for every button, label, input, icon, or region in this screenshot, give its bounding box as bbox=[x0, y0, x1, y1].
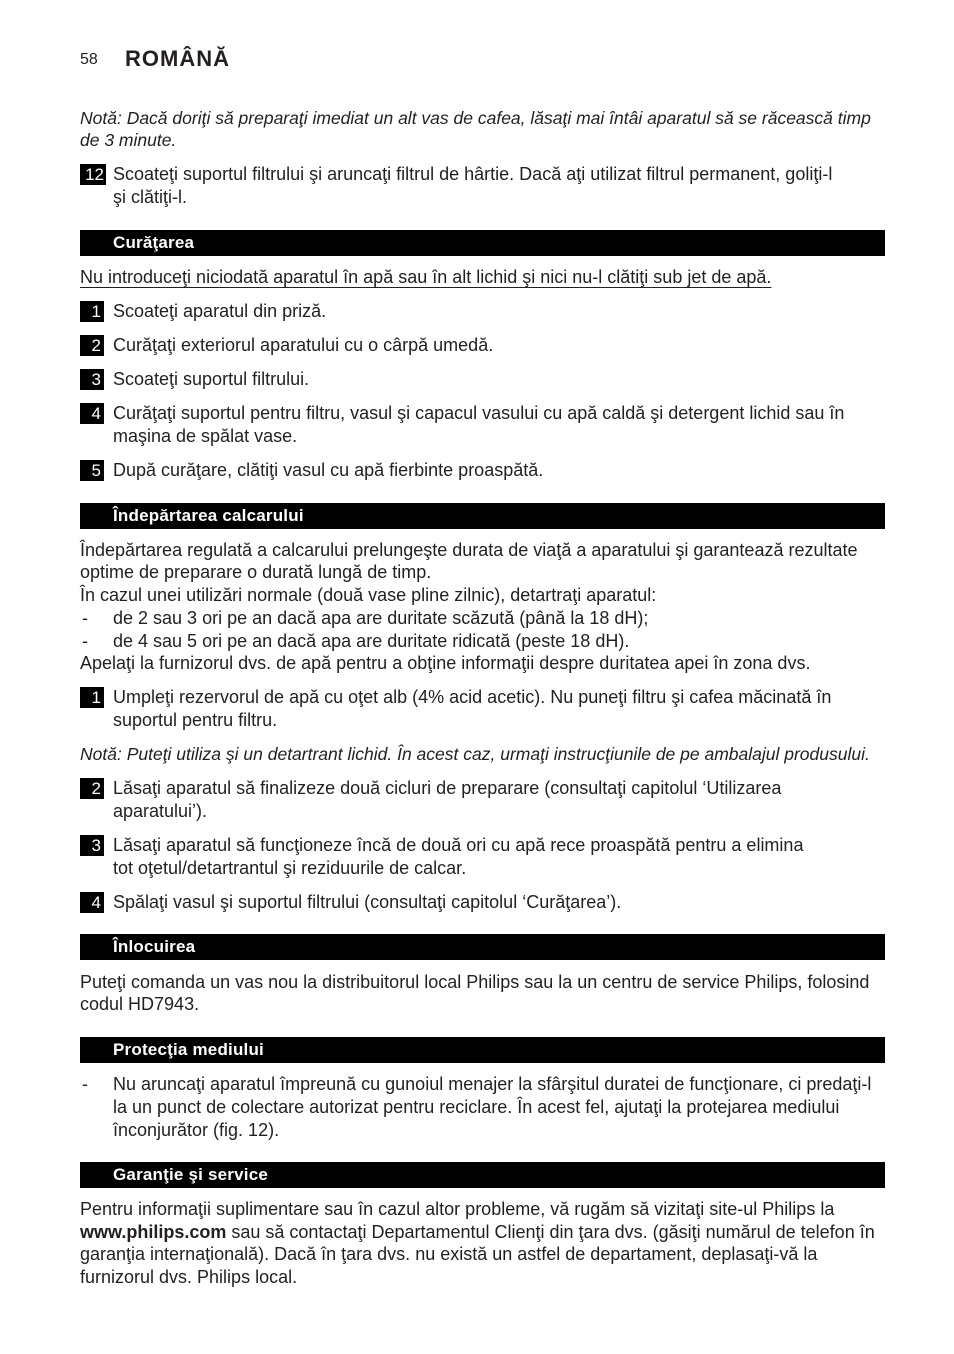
step-text-line: maşina de spălat vase. bbox=[113, 426, 298, 446]
bullet-dash: - bbox=[82, 1074, 88, 1094]
step-text-line: Scoateţi suportul filtrului şi aruncaţi filtrul de hârtie. Dacă aţi utilizat filtrul permanent, goliţi-l bbox=[113, 164, 833, 184]
paragraph-line: garanţia internaţională). Dacă în ţara dvs. nu există un astfel de departament, deplasaţi-vă la bbox=[80, 1244, 818, 1264]
bullet-dash: - bbox=[82, 608, 88, 628]
paragraph-text: sau să contactaţi Departamentul Clienţi din ţara dvs. (găsiţi numărul de telefon în bbox=[231, 1222, 875, 1242]
step-text-line: Curăţaţi suportul pentru filtru, vasul şi capacul vasului cu apă caldă şi detergent lichid sau în bbox=[113, 403, 845, 423]
philips-website-link[interactable]: www.philips.com bbox=[80, 1222, 227, 1242]
step-text-line: După curăţare, clătiţi vasul cu apă fierbinte proaspătă. bbox=[113, 460, 544, 480]
step-text-line: Scoateţi aparatul din priză. bbox=[113, 301, 327, 321]
step-text-line: Spălaţi vasul şi suportul filtrului (consultaţi capitolul ‘Curăţarea’). bbox=[113, 892, 622, 912]
step-text-line: şi clătiţi-l. bbox=[113, 187, 188, 207]
step-number-badge: 2 bbox=[80, 778, 104, 799]
bullet-text: de 2 sau 3 ori pe an dacă apa are duritate scăzută (până la 18 dH); bbox=[113, 608, 649, 628]
section-title: Îndepărtarea calcarului bbox=[113, 506, 304, 525]
step-text-line: tot oţetul/detartrantul şi reziduurile de calcar. bbox=[113, 858, 467, 878]
section-title: Garanţie şi service bbox=[113, 1165, 269, 1184]
paragraph-line bbox=[80, 1221, 875, 1243]
step-text-line: Lăsaţi aparatul să funcţioneze încă de două ori cu apă rece proaspătă pentru a elimina bbox=[113, 835, 804, 855]
section-title: Protecţia mediului bbox=[113, 1040, 264, 1059]
step-number-badge: 5 bbox=[80, 460, 104, 481]
section-header-replacement bbox=[80, 934, 885, 960]
bullet-text: de 4 sau 5 ori pe an dacă apa are duritate ridicată (peste 18 dH). bbox=[113, 631, 630, 651]
intro-note-line: de 3 minute. bbox=[80, 130, 177, 150]
paragraph-line: Apelaţi la furnizorul dvs. de apă pentru a obţine informaţii despre duritatea apei în zona dvs. bbox=[80, 653, 811, 673]
step-number-badge: 1 bbox=[80, 687, 104, 708]
bullet-dash: - bbox=[82, 631, 88, 651]
step-text-line: Lăsaţi aparatul să finalizeze două cicluri de preparare (consultaţi capitolul ‘Utilizarea bbox=[113, 778, 782, 798]
bullet-text: la un punct de colectare autorizat pentru reciclare. În acest fel, ajutaţi la protejarea mediului bbox=[113, 1097, 840, 1117]
bullet-text: înconjurător (fig. 12). bbox=[113, 1120, 280, 1140]
paragraph-line: Pentru informaţii suplimentare sau în cazul altor probleme, vă rugăm să vizitaţi site-ul Philips la bbox=[80, 1199, 835, 1219]
step-text-line: Scoateţi suportul filtrului. bbox=[113, 369, 310, 389]
page-number: 58 bbox=[80, 51, 98, 68]
step-number-badge: 4 bbox=[80, 892, 104, 913]
step-number-badge: 2 bbox=[80, 335, 104, 356]
section-header-guarantee bbox=[80, 1162, 885, 1188]
intro-note-line: Notă: Dacă doriţi să preparaţi imediat un alt vas de cafea, lăsaţi mai întâi aparatul să se răcească timp bbox=[80, 108, 871, 128]
paragraph-line: Puteţi comanda un vas nou la distribuitorul local Philips sau la un centru de service Philips, folosind bbox=[80, 972, 870, 992]
paragraph-line: codul HD7943. bbox=[80, 994, 200, 1014]
paragraph-line: În cazul unei utilizări normale (două vase pline zilnic), detartraţi aparatul: bbox=[80, 585, 657, 605]
paragraph-line: Îndepărtarea regulată a calcarului prelungeşte durata de viaţă a aparatului şi garantează rezultate bbox=[80, 540, 858, 560]
section-header-cleaning bbox=[80, 230, 885, 256]
step-text-line: aparatului’). bbox=[113, 801, 208, 821]
step-number-badge: 3 bbox=[80, 369, 104, 390]
step-number-badge: 4 bbox=[80, 403, 104, 424]
step-text-line: suportul pentru filtru. bbox=[113, 710, 278, 730]
step-number-badge: 3 bbox=[80, 835, 104, 856]
step-text-line: Curăţaţi exteriorul aparatului cu o cârpă umedă. bbox=[113, 335, 494, 355]
section-header-descaling bbox=[80, 503, 885, 529]
note-text: Notă: Puteţi utiliza şi un detartrant lichid. În acest caz, urmaţi instrucţiunile de pe ambalajul produsului. bbox=[80, 744, 870, 764]
section-header-environment bbox=[80, 1037, 885, 1063]
section-title: Înlocuirea bbox=[113, 937, 196, 956]
paragraph-line: optime de preparare o durată lungă de timp. bbox=[80, 562, 432, 582]
language-heading: ROMÂNĂ bbox=[125, 46, 230, 71]
step-text-line: Umpleţi rezervorul de apă cu oţet alb (4% acid acetic). Nu puneţi filtru şi cafea măcinată în bbox=[113, 687, 832, 707]
paragraph-line: furnizorul dvs. Philips local. bbox=[80, 1267, 298, 1287]
step-number-badge: 12 bbox=[80, 164, 106, 185]
step-number-badge: 1 bbox=[80, 301, 104, 322]
warning-text: Nu introduceţi niciodată aparatul în apă sau în alt lichid şi nici nu-l clătiţi sub jet de apă. bbox=[80, 267, 772, 287]
bullet-text: Nu aruncaţi aparatul împreună cu gunoiul menajer la sfârşitul duratei de funcţionare, ci predaţi-l bbox=[113, 1074, 872, 1094]
section-title: Curăţarea bbox=[113, 233, 195, 252]
